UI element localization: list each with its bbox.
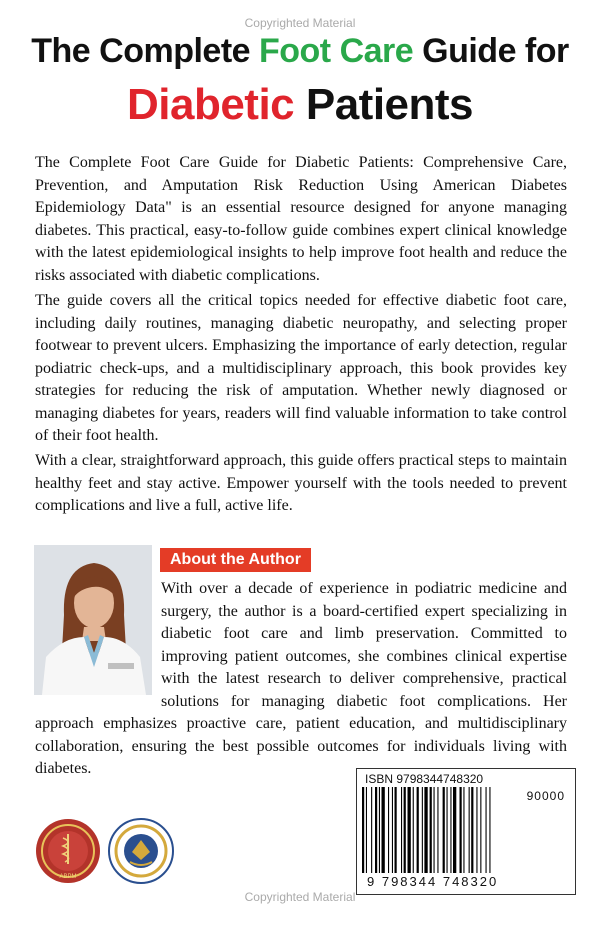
description-paragraph-2: The guide covers all the critical topics needed for effective diabetic foot care, including daily routines, managing diabetic neuropathy, and selecting proper footwear to prevent ulcers. Emphasizing the importance of early detection, regular podiatric check-ups, and a multidisciplinary approach, this book provides key strategies for reducing the risk of amputation. Whether newly diagnosed or managing diabetes for years, readers will find valuable information to take control of their foot health. [35,292,567,444]
author-bio [35,578,567,781]
photo-spacer [35,578,161,692]
isbn-label: ISBN 9798344748320 [365,772,484,786]
title-text: The Complete [31,32,259,70]
title-line-2 [0,80,600,130]
title-line-1 [0,32,600,71]
title-text: Guide for [413,32,569,70]
barcode-bars [362,787,522,873]
abpm-seal-icon [35,818,101,884]
author-bio-text: With over a decade of experience in podiatric medicine and surgery, the author is a board-certified expert specializing in diabetic foot care and limb preservation. Committed to improving patient outcomes, she combines clinical expertise with the latest research to deliver comprehensive, practical solutions for managing diabetic foot complications. Her approach emphasizes proactive care, patient education, and multidisciplinary collaboration, ensuring the best possible outcomes for individuals living with diabetes. [35,580,567,777]
seal1-caption: ABPM [59,874,77,880]
description-paragraph-3: With a clear, straightforward approach, this guide offers practical steps to maintain healthy feet and stay active. Empower yourself with the tools needed to prevent complications and live a full, active life. [35,452,567,514]
isbn-barcode [356,768,576,895]
description-paragraph-1: The Complete Foot Care Guide for Diabetic Patients: Comprehensive Care, Prevention, and Amputation Risk Reduction Using American Diabetes Epidemiology Data" is an essential resource designed for anyone managing diabetes. This practical, easy-to-follow guide combines expert clinical knowledge with the latest epidemiological insights to help improve foot health and reduce the risks associated with diabetic complications. [35,154,567,284]
watermark-bottom: Copyrighted Material [244,890,356,904]
foot-ankle-society-seal-icon [108,818,174,884]
barcode-digits: 9 798344 748320 [367,874,499,889]
watermark-top: Copyrighted Material [244,16,356,30]
title-highlight-foot-care: Foot Care [259,32,414,70]
price-code: 90000 [526,789,565,803]
title-highlight-diabetic: Diabetic [126,80,295,129]
about-author-heading: About the Author [160,548,311,572]
title-text: Patients [294,80,474,129]
